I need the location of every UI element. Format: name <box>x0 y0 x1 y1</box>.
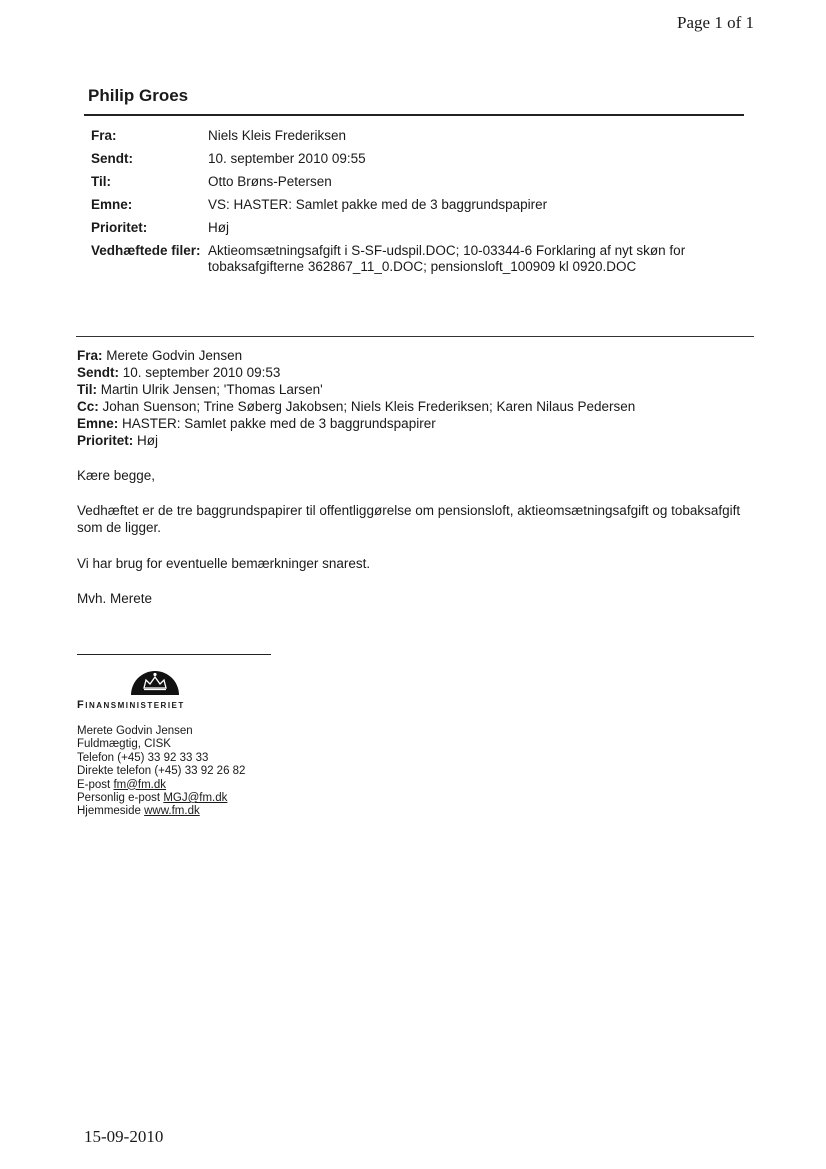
forwarded-subject-value: HASTER: Samlet pakke med de 3 baggrundspapirer <box>122 416 436 431</box>
body-greeting: Kære begge, <box>77 468 156 483</box>
header-subject-row <box>91 193 731 216</box>
forwarded-sent-value: 10. september 2010 09:53 <box>122 365 281 380</box>
header-priority-label: Prioritet: <box>91 220 148 235</box>
header-attachments-row <box>91 243 731 275</box>
forwarded-from-value: Merete Godvin Jensen <box>106 348 243 363</box>
forwarded-cc-label: Cc: <box>77 399 99 414</box>
signature-email-row <box>77 779 245 792</box>
header-sent-value: 10. september 2010 09:55 <box>208 151 366 166</box>
ministry-logo-text: Finansministeriet <box>77 699 185 711</box>
body-closing: Mvh. Merete <box>77 591 153 606</box>
header-attachments-label: Vedhæftede filer: <box>91 243 201 258</box>
signature-phone: Telefon (+45) 33 92 33 33 <box>77 751 209 764</box>
forwarded-header <box>77 347 777 449</box>
header-to-row <box>91 170 731 193</box>
header-subject-label: Emne: <box>91 197 133 212</box>
signature-website-link[interactable]: www.fm.dk <box>144 805 200 818</box>
mailbox-owner: Philip Groes <box>88 86 189 105</box>
signature-title: Fuldmægtig, CISK <box>77 738 171 751</box>
header-attachments-value: Aktieomsætningsafgift i S-SF-udspil.DOC; 10-03344-6 Forklaring af nyt skøn for tobaksafgifterne 362867_11_0.DOC; pensionsloft_100909 kl 0920.DOC <box>208 243 686 274</box>
forwarded-subject-label: Emne: <box>77 416 119 431</box>
signature-personal-email-label: Personlig e-post <box>77 792 161 805</box>
forward-divider <box>76 336 754 337</box>
header-from-value: Niels Kleis Frederiksen <box>208 128 347 143</box>
signature-divider <box>77 654 271 655</box>
signature-email-label: E-post <box>77 778 111 791</box>
forwarded-to-label: Til: <box>77 382 97 397</box>
header-priority-value: Høj <box>208 220 229 235</box>
body-paragraph-1: Vedhæftet er de tre baggrundspapirer til offentliggørelse om pensionsloft, aktieomsætningsafgift og tobaksafgift som de ligger. <box>77 503 741 535</box>
signature-block <box>77 725 245 819</box>
signature-website-label: Hjemmeside <box>77 805 141 818</box>
header-sent-row <box>91 147 731 170</box>
forwarded-cc-value: Johan Suenson; Trine Søberg Jakobsen; Niels Kleis Frederiksen; Karen Nilaus Pedersen <box>102 399 636 414</box>
page-number: Page 1 of 1 <box>677 13 754 32</box>
header-to-value: Otto Brøns-Petersen <box>208 174 332 189</box>
signature-direct-phone: Direkte telefon (+45) 33 92 26 82 <box>77 765 246 778</box>
header-sent-label: Sendt: <box>91 151 133 166</box>
ministry-logo <box>77 668 247 711</box>
signature-personal-email-link[interactable]: MGJ@fm.dk <box>163 792 228 805</box>
signature-website-row <box>77 805 245 818</box>
header-to-label: Til: <box>91 174 111 189</box>
header-divider <box>84 114 744 116</box>
forwarded-priority-row <box>77 432 777 449</box>
print-date: 15-09-2010 <box>84 1127 164 1146</box>
signature-personal-email-row <box>77 792 245 805</box>
forwarded-to-value: Martin Ulrik Jensen; 'Thomas Larsen' <box>100 382 323 397</box>
forwarded-from-label: Fra: <box>77 348 103 363</box>
email-header <box>91 124 731 275</box>
crown-icon <box>129 668 181 696</box>
signature-name: Merete Godvin Jensen <box>77 725 193 737</box>
header-from-label: Fra: <box>91 128 117 143</box>
header-from-row <box>91 124 731 147</box>
header-subject-value: VS: HASTER: Samlet pakke med de 3 baggrundspapirer <box>208 197 548 212</box>
forwarded-subject-row <box>77 415 777 432</box>
forwarded-priority-value: Høj <box>137 433 159 448</box>
forwarded-sent-label: Sendt: <box>77 365 119 380</box>
forwarded-to-row <box>77 381 777 398</box>
header-priority-row <box>91 216 731 239</box>
forwarded-sent-row <box>77 364 777 381</box>
forwarded-priority-label: Prioritet: <box>77 433 134 448</box>
forwarded-from-row <box>77 347 777 364</box>
signature-email-link[interactable]: fm@fm.dk <box>113 778 167 791</box>
body-paragraph-2: Vi har brug for eventuelle bemærkninger snarest. <box>77 556 371 571</box>
forwarded-cc-row <box>77 398 777 415</box>
